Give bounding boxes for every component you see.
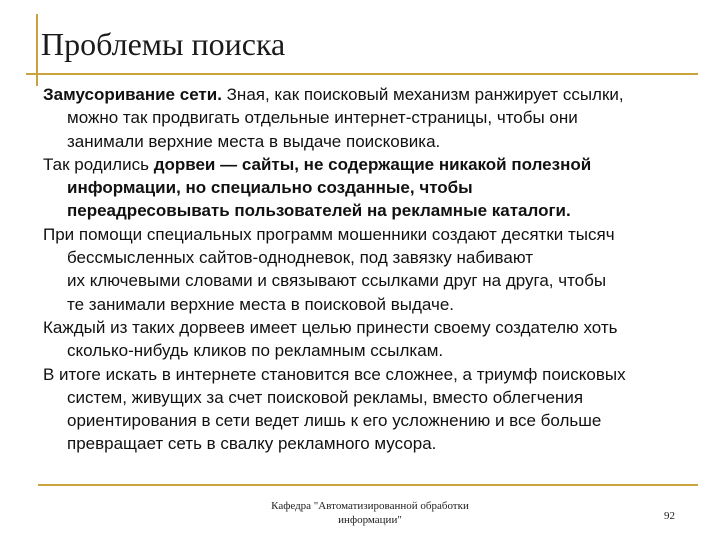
text-line [43,386,693,409]
footer-department [252,499,488,527]
plain-text: их ключевыми словами и связывают ссылками друг на друга, чтобы [67,271,607,291]
plain-text: сколько-нибудь кликов по рекламным ссылкам. [67,341,444,361]
plain-text: Зная, как поисковый механизм ранжирует ссылки, [221,85,624,104]
plain-text: В итоге искать в интернете становится все сложнее, а триумф поисковых [43,364,626,384]
title-underline [26,73,698,75]
plain-text: можно так продвигать отдельные интернет-страницы, чтобы они [67,108,578,128]
text-line [43,130,693,153]
plain-text: Так родились [43,154,154,174]
plain-text: При помощи специальных программ мошенники создают десятки тысяч [43,224,615,244]
text-line [43,363,693,386]
slide-title: Проблемы поиска [41,26,286,62]
text-line [43,316,693,339]
text-line [43,339,693,362]
text-line [43,223,693,246]
plain-text: бессмысленных сайтов-однодневок, под завязку набивают [67,248,534,268]
text-line [43,153,693,176]
bold-text: дорвеи — сайты, не содержащие никакой полезной [153,154,592,174]
slide-body [43,83,693,456]
bold-text: Замусоривание сети. [43,85,222,104]
title-accent-vertical-line [36,14,38,86]
text-line [43,106,693,129]
plain-text: систем, живущих за счет поисковой рекламы, вместо облегчения [67,387,584,407]
plain-text: ориентирования в сети ведет лишь к его усложнению и все больше [67,411,602,431]
text-line [43,432,693,455]
text-line [43,176,693,199]
footer-line-1: Кафедра "Автоматизированной обработки [271,500,469,512]
plain-text: Каждый из таких дорвеев имеет целью принести своему создателю хоть [43,317,618,337]
text-line [43,293,693,316]
plain-text: те занимали верхние места в поисковой выдаче. [67,294,455,314]
text-line [43,83,693,106]
footer-divider [38,484,698,486]
plain-text: превращает сеть в свалку рекламного мусора. [67,434,437,454]
plain-text: занимали верхние места в выдаче поисковика. [67,131,441,151]
footer-line-2: информации" [338,514,402,526]
bold-text: переадресовывать пользователей на рекламные каталоги. [67,201,571,221]
text-line [43,269,693,292]
bold-text: информации, но специально созданные, чтобы [67,178,473,198]
page-number: 92 [664,510,675,522]
text-line [43,409,693,432]
text-line [43,199,693,222]
text-line [43,246,693,269]
